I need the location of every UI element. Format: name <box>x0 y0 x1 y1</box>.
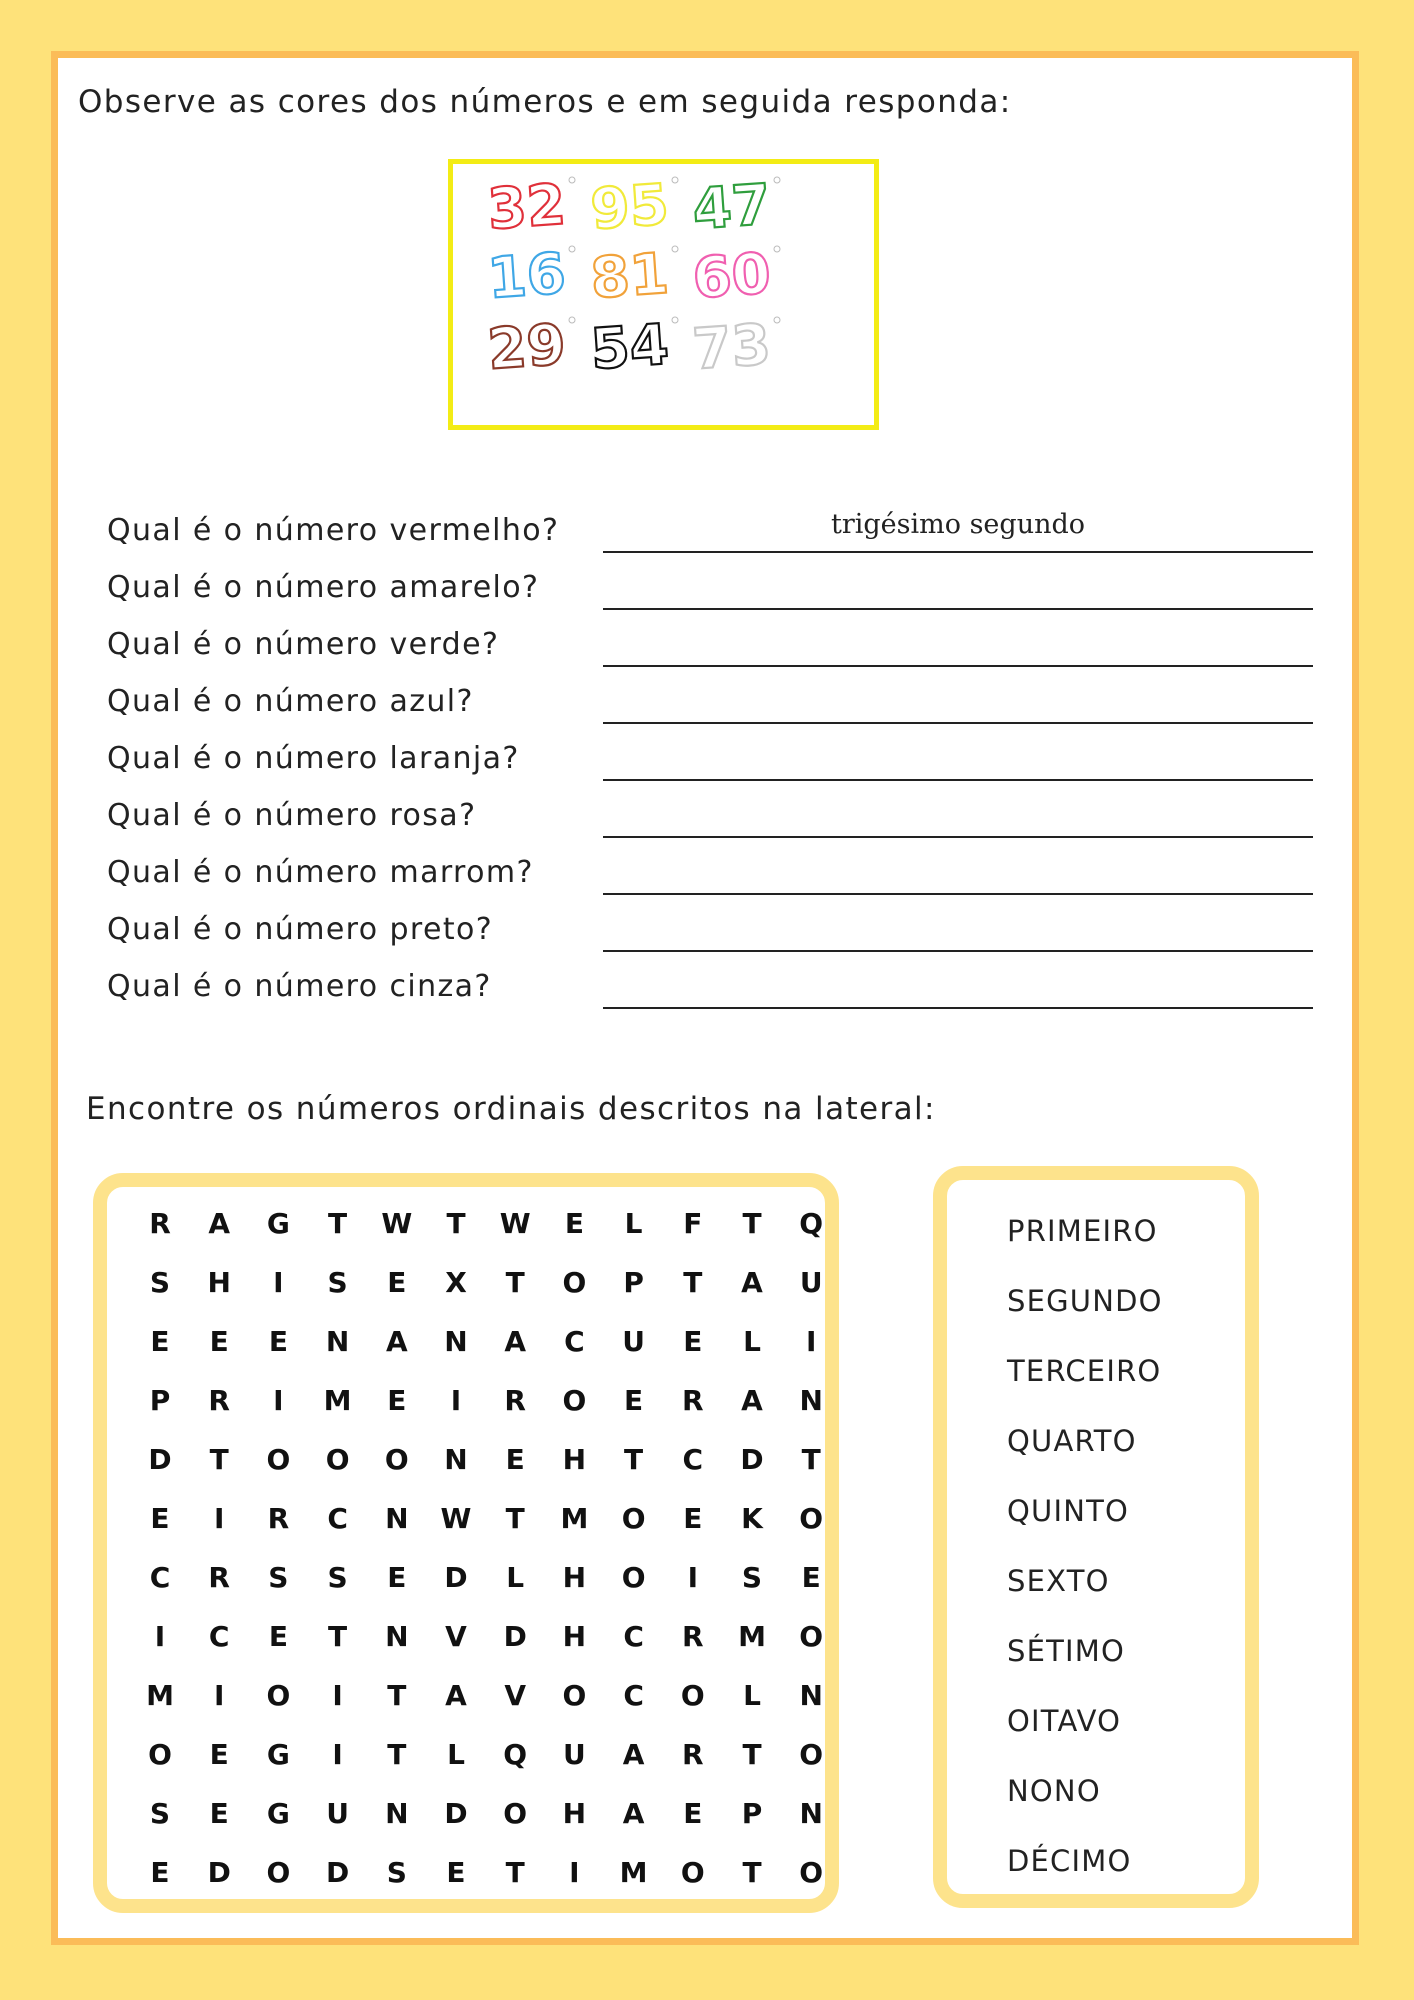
grid-letter[interactable]: S <box>386 1856 407 1889</box>
grid-letter[interactable]: N <box>799 1384 823 1417</box>
answer-line <box>603 551 1313 553</box>
grid-letter[interactable]: O <box>621 1502 646 1535</box>
grid-letter[interactable]: U <box>799 1266 823 1299</box>
question-row <box>107 678 1307 734</box>
question-text: Qual é o número marrom? <box>107 855 534 890</box>
degree-mark <box>672 246 678 252</box>
grid-row <box>107 1325 825 1365</box>
grid-letter[interactable]: O <box>266 1443 291 1476</box>
word-item: DÉCIMO <box>1007 1844 1132 1878</box>
grid-letter[interactable]: I <box>213 1679 225 1712</box>
grid-letter[interactable]: O <box>799 1856 824 1889</box>
grid-letter[interactable]: I <box>687 1561 698 1594</box>
answer-line <box>603 665 1313 667</box>
grid-letter[interactable]: E <box>801 1561 821 1594</box>
grid-letter[interactable]: T <box>328 1207 348 1240</box>
question-row <box>107 849 1307 905</box>
number-60: 60 <box>690 241 773 312</box>
grid-row <box>107 1738 825 1778</box>
grid-letter[interactable]: E <box>387 1266 407 1299</box>
grid-letter[interactable]: S <box>327 1266 348 1299</box>
grid-letter[interactable]: D <box>503 1620 527 1653</box>
degree-mark <box>569 246 575 252</box>
grid-letter[interactable]: E <box>683 1325 703 1358</box>
grid-letter[interactable]: O <box>562 1384 587 1417</box>
grid-row <box>107 1679 825 1719</box>
grid-row <box>107 1207 825 1247</box>
grid-letter[interactable]: I <box>273 1266 284 1299</box>
grid-letter[interactable]: K <box>741 1502 763 1535</box>
grid-letter[interactable]: X <box>445 1266 467 1299</box>
grid-letter[interactable]: T <box>683 1266 703 1299</box>
grid-letter[interactable]: H <box>562 1620 587 1653</box>
grid-letter[interactable]: V <box>445 1620 467 1653</box>
grid-letter[interactable]: G <box>266 1207 290 1240</box>
grid-letter[interactable]: C <box>208 1620 230 1653</box>
degree-mark <box>569 177 575 183</box>
answer-line <box>603 950 1313 952</box>
grid-letter[interactable]: C <box>149 1561 171 1594</box>
grid-letter[interactable]: W <box>440 1502 472 1535</box>
grid-letter[interactable]: T <box>801 1443 821 1476</box>
question-row <box>107 792 1307 848</box>
grid-letter[interactable]: I <box>273 1384 284 1417</box>
grid-letter[interactable]: E <box>505 1443 525 1476</box>
degree-mark <box>569 317 575 323</box>
degree-mark <box>774 246 780 252</box>
grid-letter[interactable]: O <box>799 1502 824 1535</box>
grid-letter[interactable]: L <box>447 1738 465 1771</box>
word-item: SEXTO <box>1007 1564 1110 1598</box>
grid-letter[interactable]: M <box>146 1679 174 1712</box>
question-text: Qual é o número azul? <box>107 684 474 719</box>
grid-letter[interactable]: T <box>742 1738 762 1771</box>
grid-letter[interactable]: I <box>154 1620 166 1653</box>
grid-letter[interactable]: M <box>560 1502 589 1535</box>
number-16: 16 <box>485 241 568 312</box>
grid-letter[interactable]: N <box>385 1502 409 1535</box>
grid-letter[interactable]: S <box>149 1797 171 1830</box>
grid-row <box>107 1797 825 1837</box>
grid-row <box>107 1620 825 1660</box>
question-text: Qual é o número rosa? <box>107 798 477 833</box>
word-item: PRIMEIRO <box>1007 1214 1158 1248</box>
degree-mark <box>774 177 780 183</box>
grid-letter[interactable]: A <box>622 1738 645 1771</box>
grid-row <box>107 1561 825 1601</box>
grid-letter[interactable]: C <box>623 1620 644 1653</box>
grid-letter[interactable]: I <box>332 1738 343 1771</box>
grid-letter[interactable]: R <box>208 1561 230 1594</box>
grid-letter[interactable]: E <box>446 1856 466 1889</box>
grid-letter[interactable]: D <box>740 1443 764 1476</box>
grid-letter[interactable]: W <box>499 1207 531 1240</box>
grid-letter[interactable]: T <box>742 1207 762 1240</box>
grid-letter[interactable]: I <box>213 1502 225 1535</box>
question-text: Qual é o número vermelho? <box>107 513 560 548</box>
grid-letter[interactable]: E <box>150 1856 170 1889</box>
grid-letter[interactable]: S <box>327 1561 348 1594</box>
question-text: Qual é o número amarelo? <box>107 570 540 605</box>
answer-line <box>603 722 1313 724</box>
grid-letter[interactable]: E <box>564 1207 584 1240</box>
word-item: SÉTIMO <box>1007 1634 1126 1668</box>
question-row <box>107 564 1307 620</box>
grid-letter[interactable]: D <box>444 1561 468 1594</box>
grid-letter[interactable]: V <box>504 1679 527 1712</box>
grid-letter[interactable]: R <box>267 1502 290 1535</box>
grid-letter[interactable]: U <box>563 1738 586 1771</box>
grid-letter[interactable]: T <box>446 1207 466 1240</box>
word-item: TERCEIRO <box>1007 1354 1162 1388</box>
grid-row <box>107 1502 825 1542</box>
worksheet-page <box>51 51 1359 1945</box>
grid-letter[interactable]: Q <box>503 1738 528 1771</box>
answer-line <box>603 836 1313 838</box>
grid-letter[interactable]: I <box>569 1856 580 1889</box>
grid-row <box>107 1856 825 1896</box>
grid-letter[interactable]: H <box>562 1561 587 1594</box>
grid-letter[interactable]: R <box>208 1384 230 1417</box>
grid-letter[interactable]: L <box>743 1325 761 1358</box>
grid-letter[interactable]: S <box>268 1561 289 1594</box>
grid-letter[interactable]: Q <box>799 1207 824 1240</box>
grid-letter[interactable]: C <box>564 1325 585 1358</box>
degree-mark <box>672 317 678 323</box>
grid-letter[interactable]: T <box>387 1679 407 1712</box>
question-row <box>107 621 1307 677</box>
number-95: 95 <box>588 172 671 243</box>
instruction-colors: Observe as cores dos números e em seguida responda: <box>78 84 1012 120</box>
grid-letter[interactable]: U <box>326 1797 349 1830</box>
question-row <box>107 906 1307 962</box>
grid-letter[interactable]: O <box>562 1679 587 1712</box>
grid-letter[interactable]: E <box>150 1325 170 1358</box>
grid-letter[interactable]: P <box>741 1797 763 1830</box>
grid-letter[interactable]: T <box>742 1856 762 1889</box>
word-list <box>933 1166 1259 1908</box>
grid-letter[interactable]: O <box>266 1856 291 1889</box>
question-text: Qual é o número verde? <box>107 627 500 662</box>
grid-letter[interactable]: A <box>741 1266 763 1299</box>
colored-numbers-image <box>448 159 879 430</box>
grid-letter[interactable]: E <box>268 1620 288 1653</box>
number-47: 47 <box>690 172 773 243</box>
grid-letter[interactable]: P <box>623 1266 644 1299</box>
grid-letter[interactable]: G <box>266 1738 290 1771</box>
grid-letter[interactable]: M <box>738 1620 766 1653</box>
question-row <box>107 963 1307 1019</box>
grid-letter[interactable]: C <box>623 1679 644 1712</box>
grid-letter[interactable]: O <box>384 1443 409 1476</box>
grid-letter[interactable]: E <box>624 1384 644 1417</box>
grid-letter[interactable]: C <box>327 1502 348 1535</box>
grid-letter[interactable]: A <box>504 1325 527 1358</box>
grid-letter[interactable]: O <box>680 1679 705 1712</box>
grid-letter[interactable]: E <box>150 1502 170 1535</box>
question-text: Qual é o número laranja? <box>107 741 520 776</box>
grid-letter[interactable]: L <box>743 1679 761 1712</box>
grid-letter[interactable]: T <box>505 1856 525 1889</box>
grid-letter[interactable]: S <box>741 1561 763 1594</box>
grid-letter[interactable]: T <box>624 1443 644 1476</box>
grid-letter[interactable]: G <box>266 1797 290 1830</box>
grid-letter[interactable]: T <box>505 1266 525 1299</box>
grid-letter[interactable]: E <box>209 1325 229 1358</box>
answer-line <box>603 1007 1313 1009</box>
grid-letter[interactable]: O <box>325 1443 350 1476</box>
grid-letter[interactable]: N <box>799 1679 823 1712</box>
grid-letter[interactable]: N <box>385 1620 409 1653</box>
grid-row <box>107 1266 825 1306</box>
answer-line <box>603 779 1313 781</box>
number-29: 29 <box>485 312 568 383</box>
grid-letter[interactable]: E <box>268 1325 288 1358</box>
grid-letter[interactable]: A <box>208 1207 231 1240</box>
grid-letter[interactable]: R <box>682 1620 704 1653</box>
grid-letter[interactable]: M <box>323 1384 352 1417</box>
grid-letter[interactable]: T <box>387 1738 407 1771</box>
grid-letter[interactable]: R <box>504 1384 526 1417</box>
grid-letter[interactable]: W <box>381 1207 413 1240</box>
grid-letter[interactable]: C <box>682 1443 704 1476</box>
grid-letter[interactable]: H <box>562 1443 587 1476</box>
word-item: QUARTO <box>1007 1424 1137 1458</box>
word-item: SEGUNDO <box>1007 1284 1163 1318</box>
number-54: 54 <box>588 312 671 383</box>
word-item: OITAVO <box>1007 1704 1122 1738</box>
grid-letter[interactable]: E <box>683 1797 703 1830</box>
grid-row <box>107 1384 825 1424</box>
grid-letter[interactable]: D <box>207 1856 231 1889</box>
grid-letter[interactable]: F <box>683 1207 703 1240</box>
question-row <box>107 507 1307 563</box>
grid-letter[interactable]: D <box>444 1797 468 1830</box>
word-item: QUINTO <box>1007 1494 1130 1528</box>
question-text: Qual é o número cinza? <box>107 969 492 1004</box>
grid-letter[interactable]: T <box>209 1443 229 1476</box>
grid-letter[interactable]: N <box>799 1797 823 1830</box>
grid-letter[interactable]: N <box>444 1443 468 1476</box>
question-text: Qual é o número preto? <box>107 912 494 947</box>
grid-letter[interactable]: R <box>682 1738 704 1771</box>
grid-row <box>107 1443 825 1483</box>
grid-letter[interactable]: E <box>683 1502 703 1535</box>
colored-numbers-graphic <box>453 164 874 425</box>
grid-letter[interactable]: O <box>266 1679 291 1712</box>
grid-letter[interactable]: H <box>562 1797 587 1830</box>
answer-line <box>603 893 1313 895</box>
grid-letter[interactable]: N <box>325 1325 350 1358</box>
grid-letter[interactable]: D <box>148 1443 172 1476</box>
grid-letter[interactable]: I <box>805 1325 817 1358</box>
grid-letter[interactable]: N <box>385 1797 409 1830</box>
grid-letter[interactable]: T <box>505 1502 525 1535</box>
grid-letter[interactable]: H <box>207 1266 231 1299</box>
grid-letter[interactable]: P <box>149 1384 171 1417</box>
grid-letter[interactable]: A <box>445 1679 467 1712</box>
grid-letter[interactable]: A <box>385 1325 408 1358</box>
word-search-grid <box>93 1173 839 1913</box>
grid-letter[interactable]: R <box>149 1207 171 1240</box>
word-item: NONO <box>1007 1774 1101 1808</box>
grid-letter[interactable]: E <box>209 1797 229 1830</box>
grid-letter[interactable]: N <box>444 1325 468 1358</box>
grid-letter[interactable]: I <box>450 1384 462 1417</box>
instruction-wordsearch: Encontre os números ordinais descritos na lateral: <box>86 1091 936 1127</box>
grid-letter[interactable]: E <box>387 1384 407 1417</box>
grid-letter[interactable]: O <box>562 1266 587 1299</box>
grid-letter[interactable]: O <box>621 1561 646 1594</box>
grid-letter[interactable]: M <box>619 1856 648 1889</box>
question-row <box>107 735 1307 791</box>
grid-letter[interactable]: E <box>209 1738 229 1771</box>
answer-line <box>603 608 1313 610</box>
number-73: 73 <box>690 312 773 383</box>
grid-letter[interactable]: L <box>624 1207 643 1240</box>
grid-letter[interactable]: I <box>332 1679 343 1712</box>
grid-letter[interactable]: A <box>622 1797 645 1830</box>
grid-letter[interactable]: O <box>148 1738 172 1771</box>
number-32: 32 <box>485 172 568 243</box>
grid-letter[interactable]: O <box>799 1738 824 1771</box>
degree-mark <box>672 177 678 183</box>
grid-letter[interactable]: O <box>680 1856 705 1889</box>
answer-field[interactable]: trigésimo segundo <box>830 509 1086 540</box>
grid-letter[interactable]: E <box>387 1561 407 1594</box>
grid-letter[interactable]: A <box>741 1384 763 1417</box>
grid-letter[interactable]: L <box>506 1561 525 1594</box>
grid-letter[interactable]: R <box>682 1384 704 1417</box>
grid-letter[interactable]: S <box>149 1266 171 1299</box>
degree-mark <box>774 317 780 323</box>
number-81: 81 <box>588 241 671 312</box>
grid-letter[interactable]: T <box>328 1620 348 1653</box>
grid-letter[interactable]: O <box>799 1620 824 1653</box>
grid-letter[interactable]: D <box>325 1856 350 1889</box>
grid-letter[interactable]: O <box>503 1797 528 1830</box>
grid-letter[interactable]: U <box>622 1325 645 1358</box>
